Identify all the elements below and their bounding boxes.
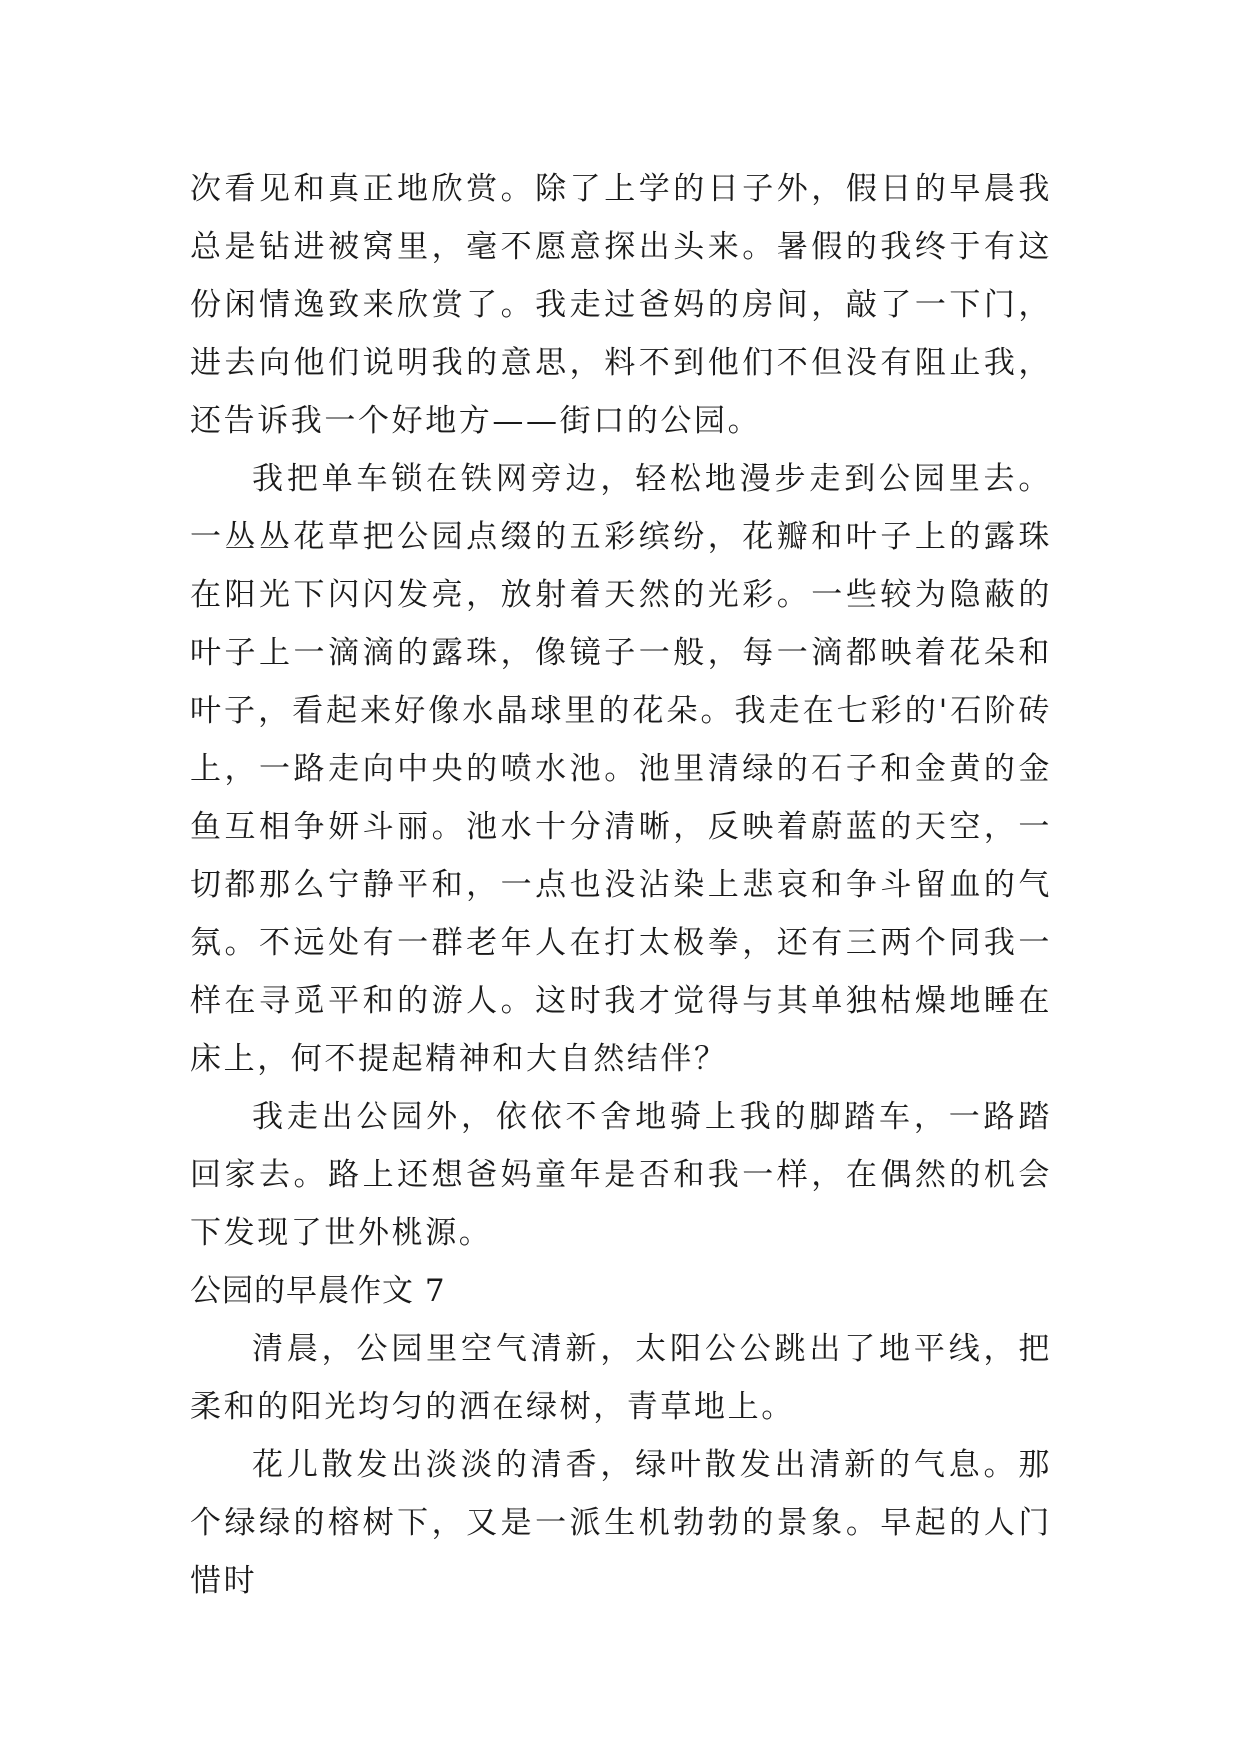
paragraph: 清晨，公园里空气清新，太阳公公跳出了地平线，把柔和的阳光均匀的洒在绿树，青草地上。 bbox=[190, 1331, 1052, 1425]
paragraph: 我走出公园外，依依不舍地骑上我的脚踏车，一路踏回家去。路上还想爸妈童年是否和我一样，在偶然的机会下发现了世外桃源。 bbox=[190, 1099, 1052, 1251]
document-body bbox=[190, 160, 1052, 1610]
section-title: 公园的早晨作文 7 bbox=[190, 1273, 446, 1309]
paragraph: 次看见和真正地欣赏。除了上学的日子外，假日的早晨我总是钻进被窝里，毫不愿意探出头来。暑假的我终于有这份闲情逸致来欣赏了。我走过爸妈的房间，敲了一下门，进去向他们说明我的意思，料不到他们不但没有阻止我，还告诉我一个好地方——街口的公园。 bbox=[190, 171, 1052, 439]
paragraph: 花儿散发出淡淡的清香，绿叶散发出清新的气息。那个绿绿的榕树下，又是一派生机勃勃的景象。早起的人门惜时 bbox=[190, 1447, 1052, 1599]
paragraph: 我把单车锁在铁网旁边，轻松地漫步走到公园里去。一丛丛花草把公园点缀的五彩缤纷，花瓣和叶子上的露珠在阳光下闪闪发亮，放射着天然的光彩。一些较为隐蔽的叶子上一滴滴的露珠，像镜子一般，每一滴都映着花朵和叶子，看起来好像水晶球里的花朵。我走在七彩的'石阶砖上，一路走向中央的喷水池。池里清绿的石子和金黄的金鱼互相争妍斗丽。池水十分清晰，反映着蔚蓝的天空，一切都那么宁静平和，一点也没沾染上悲哀和争斗留血的气氛。不远处有一群老年人在打太极拳，还有三两个同我一样在寻觅平和的游人。这时我才觉得与其单独枯燥地睡在床上，何不提起精神和大自然结伴？ bbox=[190, 461, 1052, 1077]
